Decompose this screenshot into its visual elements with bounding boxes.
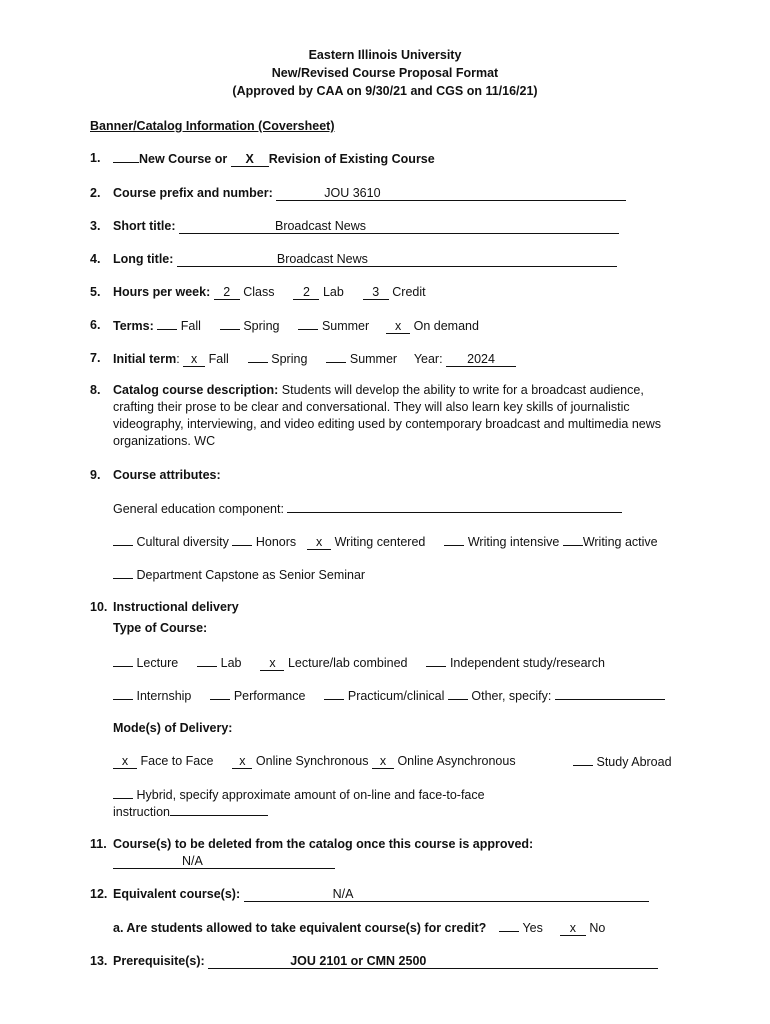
item-number: 7. (90, 351, 101, 365)
credit-label: Credit (392, 285, 426, 299)
practicum-checkbox[interactable] (324, 687, 344, 700)
instruction-label: instruction (113, 805, 170, 819)
study-abroad-label: Study Abroad (596, 755, 672, 769)
performance-label: Performance (233, 689, 306, 703)
item-3-line (113, 218, 619, 234)
performance-checkbox[interactable] (210, 687, 230, 700)
online-async-checkbox[interactable]: x (372, 754, 394, 769)
item-1-line (113, 150, 435, 167)
initial-fall-label: Fall (208, 352, 229, 366)
item-5-line (113, 284, 426, 300)
item-7-line: Initial term: x Fall Spring Summer Year: 2024 (113, 350, 516, 367)
item-number: 6. (90, 318, 101, 332)
honors-checkbox[interactable] (232, 533, 252, 546)
practicum-label: Practicum/clinical (347, 689, 445, 703)
course-attributes-label: Course attributes: (113, 468, 221, 482)
initial-fall-checkbox[interactable]: x (183, 352, 205, 367)
equivalent-courses-value: N/A (332, 887, 354, 901)
type-of-course-label: Type of Course: (113, 621, 208, 635)
item-number: 1. (90, 151, 101, 165)
year-label: Year: (413, 352, 443, 366)
courses-deleted-line (113, 853, 335, 869)
face-to-face-checkbox[interactable]: x (113, 754, 137, 769)
course-type-line-1 (113, 654, 605, 671)
online-sync-label: Online Synchronous (255, 754, 369, 768)
hybrid-checkbox[interactable] (113, 786, 133, 799)
writing-active-checkbox[interactable] (563, 533, 583, 546)
gen-ed-line (113, 500, 622, 517)
short-title-value: Broadcast News (274, 219, 366, 233)
long-title-field[interactable] (177, 252, 617, 267)
equivalent-no-label: No (589, 921, 606, 935)
gen-ed-field[interactable] (287, 500, 622, 513)
catalog-description-text: Students will develop the ability to write for a broadcast audience, crafting their prose to be clear and conversational. They will also learn key skills of journalistic videography, interviewing, and video editing used by contemporary broadcast and multimedia news organizations. WC (113, 383, 661, 448)
equivalent-no-checkbox[interactable]: x (560, 921, 586, 936)
internship-label: Internship (136, 689, 192, 703)
instruction-line (113, 803, 268, 820)
instructional-delivery-label: Instructional delivery (113, 600, 239, 614)
item-number: 11. (90, 837, 107, 851)
item-number: 4. (90, 252, 101, 266)
cultural-diversity-label: Cultural diversity (136, 535, 229, 549)
form-title: New/Revised Course Proposal Format (271, 66, 499, 80)
item-number: 13. (90, 954, 108, 968)
summer-term-checkbox[interactable] (298, 317, 318, 330)
catalog-description (113, 382, 688, 450)
short-title-field[interactable] (179, 219, 619, 234)
capstone-checkbox[interactable] (113, 566, 133, 579)
terms-label: Terms: (113, 319, 154, 333)
writing-intensive-label: Writing intensive (467, 535, 560, 549)
equivalent-yes-checkbox[interactable] (499, 919, 519, 932)
long-title-value: Broadcast News (276, 252, 368, 266)
hybrid-label: Hybrid, specify approximate amount of on-line and face-to-face (136, 788, 485, 802)
item-13-line (113, 953, 658, 969)
item-number: 3. (90, 219, 101, 233)
other-checkbox[interactable] (448, 687, 468, 700)
study-abroad-line (573, 753, 672, 770)
hybrid-specify-field[interactable] (170, 803, 268, 816)
lecture-lab-label: Lecture/lab combined (287, 656, 408, 670)
internship-checkbox[interactable] (113, 687, 133, 700)
initial-spring-checkbox[interactable] (248, 350, 268, 363)
lecture-lab-checkbox[interactable]: x (260, 656, 284, 671)
item-number: 5. (90, 285, 101, 299)
fall-term-label: Fall (180, 319, 201, 333)
equivalent-courses-label: Equivalent course(s): (113, 887, 241, 901)
initial-term-label: Initial term (113, 352, 177, 366)
writing-intensive-checkbox[interactable] (444, 533, 464, 546)
lecture-label: Lecture (136, 656, 179, 670)
lab-hours-field[interactable]: 2 (293, 285, 319, 300)
cultural-diversity-checkbox[interactable] (113, 533, 133, 546)
gen-ed-label: General education component: (113, 502, 284, 516)
hybrid-line (113, 786, 485, 803)
section-title: Banner/Catalog Information (Coversheet) (90, 119, 335, 133)
honors-label: Honors (255, 535, 297, 549)
revision-mark[interactable]: X (231, 152, 269, 167)
writing-centered-label: Writing centered (334, 535, 426, 549)
capstone-line (113, 566, 365, 583)
writing-active-label: Writing active (582, 535, 658, 549)
item-12-line (113, 886, 649, 902)
course-type-line-2 (113, 687, 665, 704)
catalog-description-label: Catalog course description: (113, 383, 279, 397)
modes-of-delivery-label: Mode(s) of Delivery: (113, 721, 233, 735)
attributes-line (113, 533, 658, 550)
other-label: Other, specify: (471, 689, 552, 703)
lecture-checkbox[interactable] (113, 654, 133, 667)
initial-summer-checkbox[interactable] (326, 350, 346, 363)
summer-term-label: Summer (321, 319, 370, 333)
courses-deleted-value: N/A (182, 854, 203, 868)
initial-summer-label: Summer (349, 352, 398, 366)
new-course-label: New Course or (139, 152, 228, 166)
revision-label: Revision of Existing Course (268, 152, 435, 166)
prerequisites-value: JOU 2101 or CMN 2500 (290, 954, 427, 968)
equivalent-credit-question: a. Are students allowed to take equivalent course(s) for credit? (113, 921, 487, 935)
on-demand-label: On demand (413, 319, 479, 333)
fall-term-checkbox[interactable] (157, 317, 177, 330)
delivery-modes-line (113, 753, 516, 769)
lab-label: Lab (220, 656, 242, 670)
spring-term-label: Spring (243, 319, 280, 333)
independent-study-checkbox[interactable] (426, 654, 446, 667)
item-4-line (113, 251, 617, 267)
item-2-line (113, 185, 626, 201)
prerequisites-field[interactable] (208, 954, 658, 969)
hours-label: Hours per week: (113, 285, 211, 299)
course-prefix-label: Course prefix and number: (113, 186, 273, 200)
initial-spring-label: Spring (271, 352, 308, 366)
face-to-face-label: Face to Face (140, 754, 214, 768)
independent-study-label: Independent study/research (449, 656, 605, 670)
equivalent-courses-field[interactable] (244, 887, 649, 902)
lab-checkbox[interactable] (197, 654, 217, 667)
spring-term-checkbox[interactable] (220, 317, 240, 330)
online-async-label: Online Asynchronous (397, 754, 516, 768)
lab-label: Lab (322, 285, 344, 299)
item-number: 9. (90, 468, 101, 482)
course-prefix-value: JOU 3610 (324, 186, 381, 200)
courses-deleted-field[interactable] (113, 854, 335, 869)
online-sync-checkbox[interactable]: x (232, 754, 252, 769)
equivalent-credit-line (113, 919, 605, 936)
short-title-label: Short title: (113, 219, 176, 233)
on-demand-checkbox[interactable]: x (386, 319, 410, 334)
approval-note: (Approved by CAA on 9/30/21 and CGS on 11/16/21) (232, 84, 538, 98)
courses-deleted-label: Course(s) to be deleted from the catalog once this course is approved: (113, 837, 534, 851)
equivalent-yes-label: Yes (522, 921, 543, 935)
year-field[interactable]: 2024 (446, 352, 516, 367)
class-hours-field[interactable]: 2 (214, 285, 240, 300)
other-specify-field[interactable] (555, 687, 665, 700)
long-title-label: Long title: (113, 252, 174, 266)
item-number: 12. (90, 887, 108, 901)
credit-hours-field[interactable]: 3 (363, 285, 389, 300)
prerequisites-label: Prerequisite(s): (113, 954, 205, 968)
course-prefix-field[interactable] (276, 186, 626, 201)
item-number: 10. (90, 600, 108, 614)
study-abroad-checkbox[interactable] (573, 753, 593, 766)
item-6-line (113, 317, 479, 334)
item-number: 2. (90, 186, 101, 200)
capstone-label: Department Capstone as Senior Seminar (136, 568, 366, 582)
class-label: Class (243, 285, 275, 299)
university-name: Eastern Illinois University (308, 48, 462, 62)
item-number: 8. (90, 383, 101, 397)
writing-centered-checkbox[interactable]: x (307, 535, 331, 550)
